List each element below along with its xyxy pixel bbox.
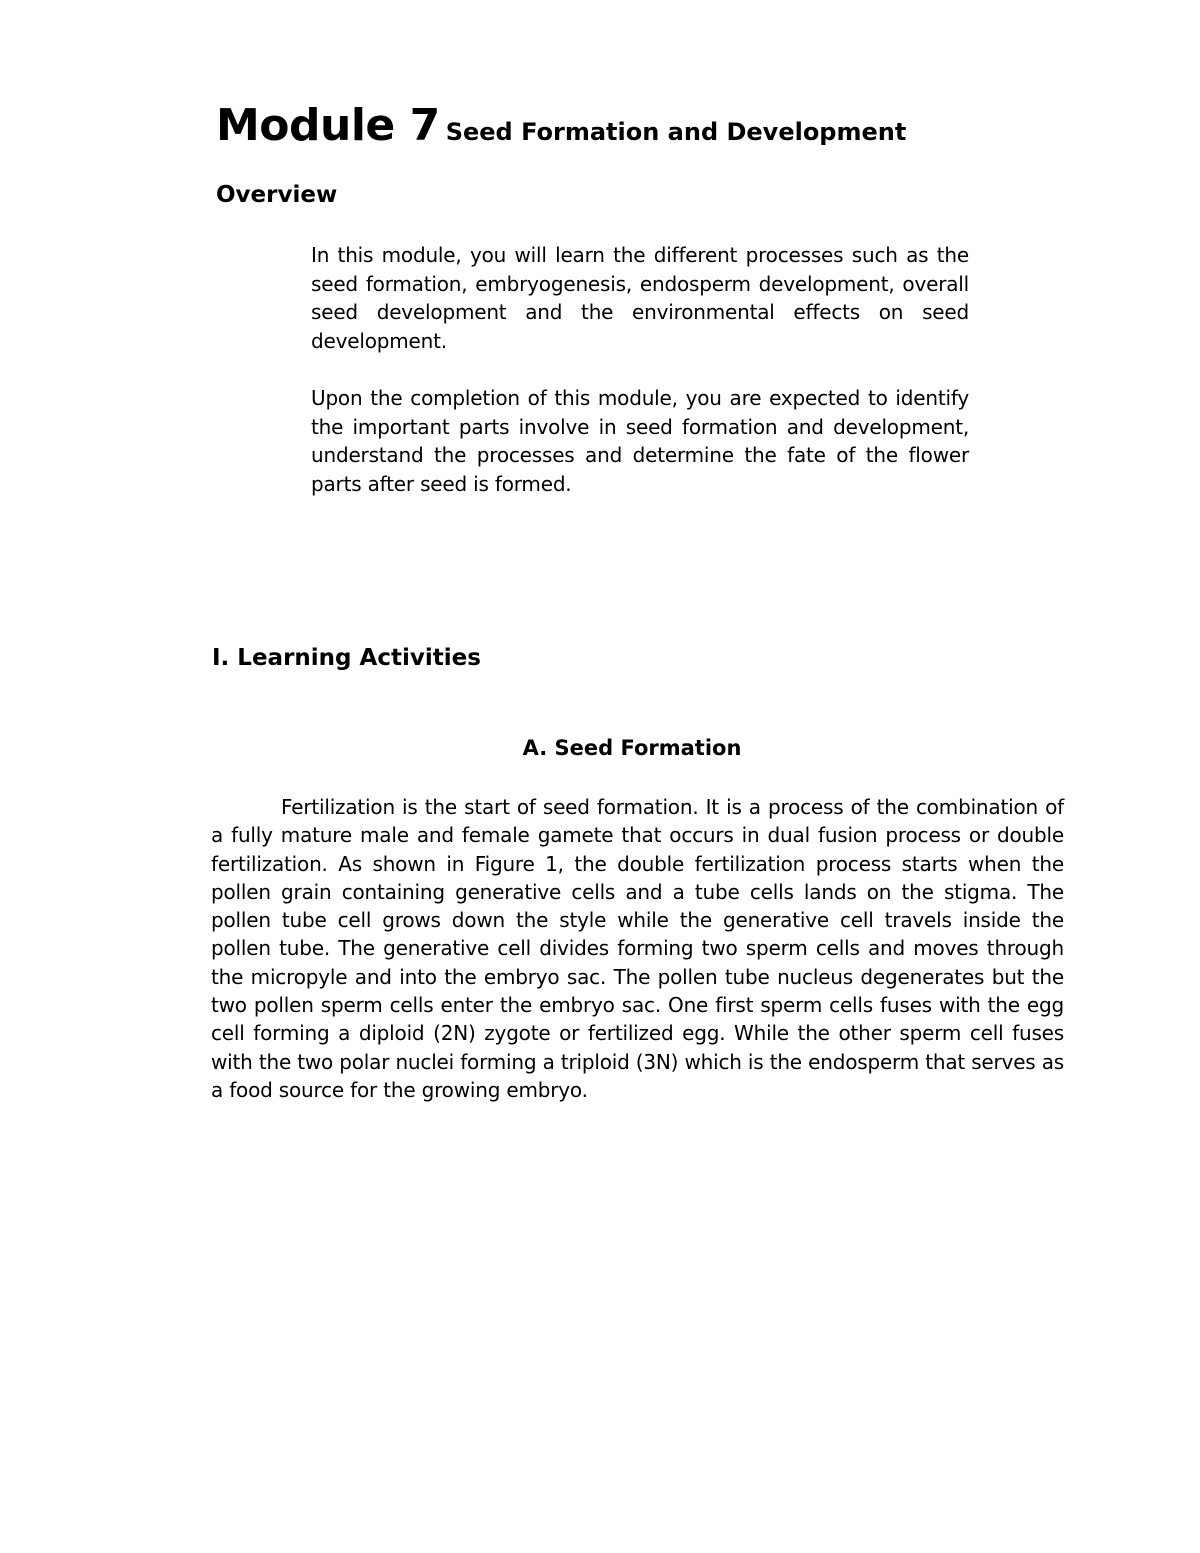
- overview-paragraph-2: Upon the completion of this module, you are expected to identify the important parts involve in seed formation and development, understand the processes and determine the fate of the flower parts after seed is formed.: [311, 386, 969, 496]
- overview-paragraph-1: In this module, you will learn the different processes such as the seed formation, embryogenesis, endosperm development, overall seed development and the environmental effects on seed development.: [311, 243, 969, 353]
- subsection-heading-seed-formation: A. Seed Formation: [522, 736, 742, 760]
- seed-formation-paragraph: Fertilization is the start of seed formation. It is a process of the combination of a fully mature male and female gamete that occurs in dual fusion process or double fertilization. As shown in Figure 1, the double fertilization process starts when the pollen grain containing generative cells and a tube cells lands on the stigma. The pollen tube cell grows down the style while the generative cell travels inside the pollen tube. The generative cell divides forming two sperm cells and moves through the micropyle and into the embryo sac. The pollen tube nucleus degenerates but the two pollen sperm cells enter the embryo sac. One first sperm cells fuses with the egg cell forming a diploid (2N) zygote or fertilized egg. While the other sperm cell fuses with the two polar nuclei forming a triploid (3N) which is the endosperm that serves as a food source for the growing embryo.: [211, 795, 1064, 1102]
- module-number: Module 7: [216, 100, 440, 151]
- module-title: [216, 100, 906, 151]
- overview-heading: Overview: [216, 182, 338, 208]
- module-subtitle: Seed Formation and Development: [445, 118, 907, 146]
- section-heading-learning-activities: I. Learning Activities: [212, 645, 481, 671]
